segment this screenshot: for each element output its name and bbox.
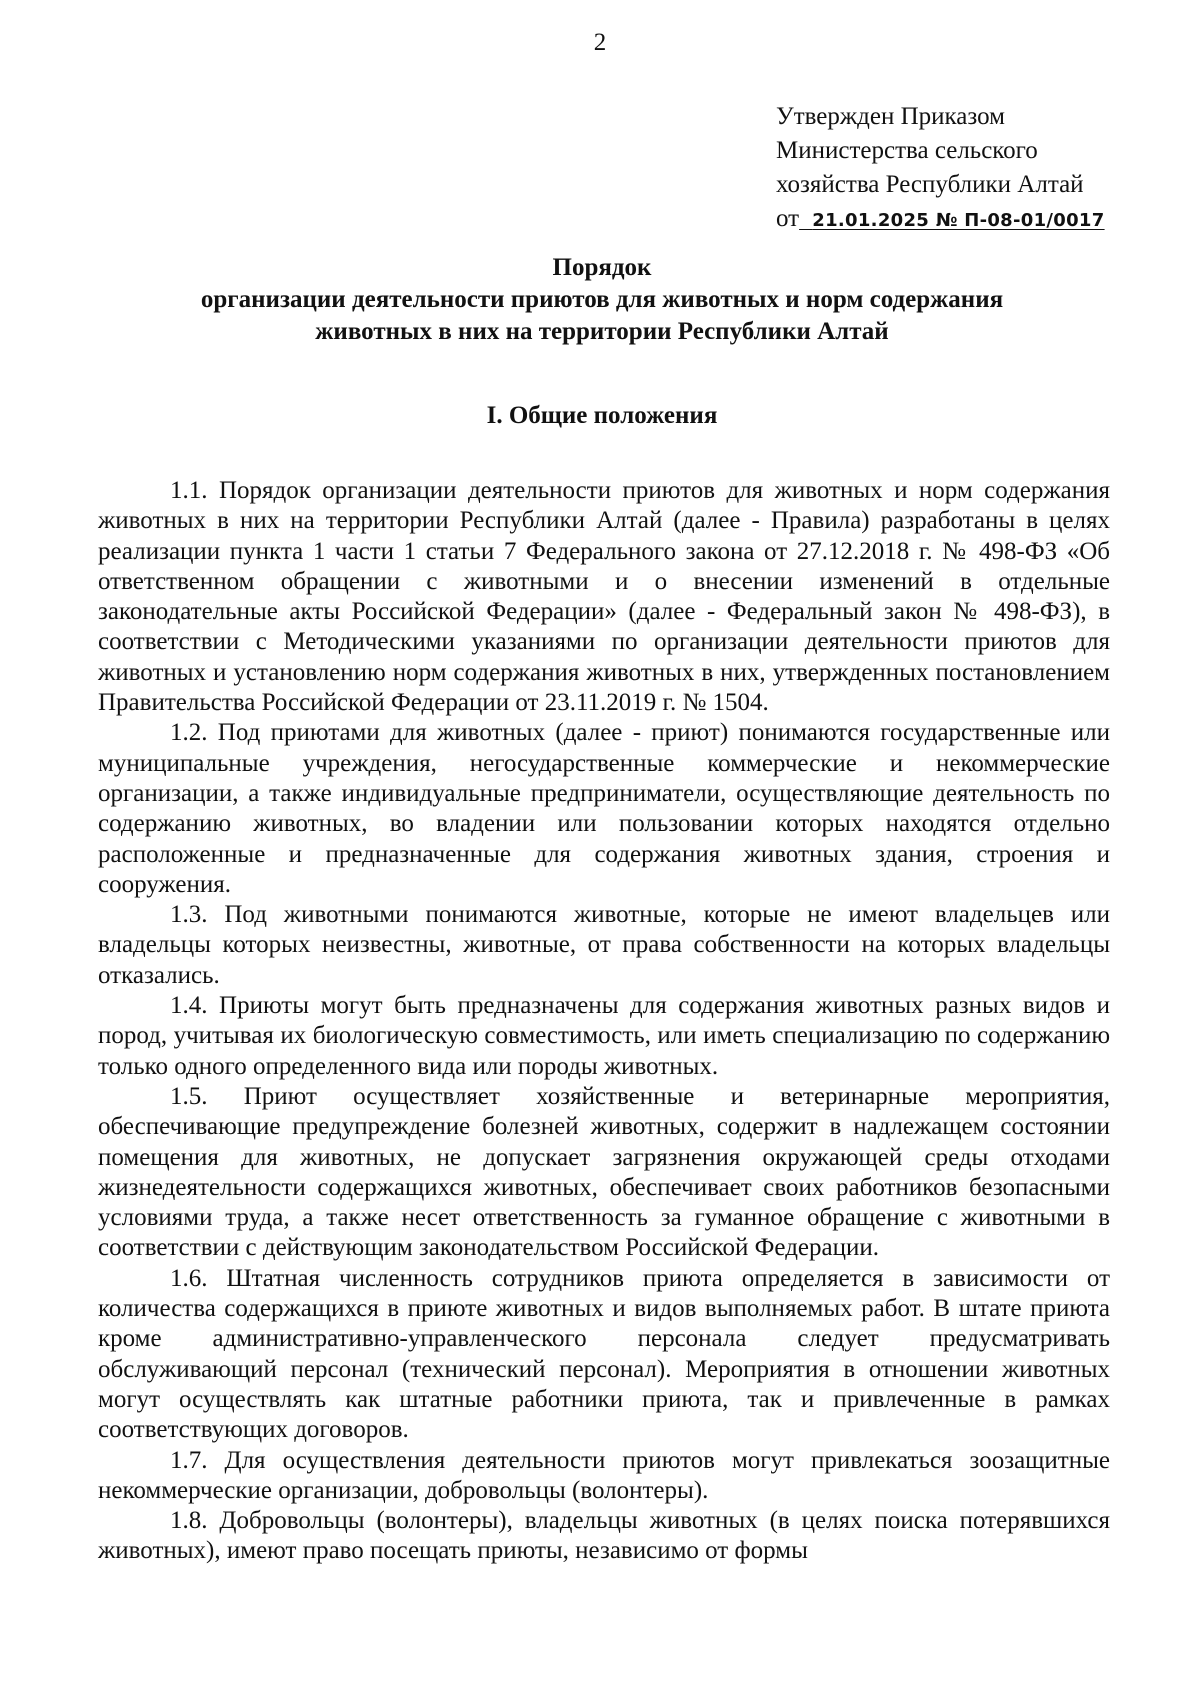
paragraph-1-2: 1.2. Под приютами для животных (далее - приют) понимаются государственные или муниципальные учреждения, негосударственные коммерческие и некоммерческие организации, а также индивидуальные предприниматели, осуществляющие деятельность по содержанию животных, во владении или пользовании которых находятся отдельно расположенные и предназначенные для содержания животных здания, строения и сооружения. (98, 719, 1110, 898)
paragraph-1-8: 1.8. Добровольцы (волонтеры), владельцы животных (в целях поиска потерявшихся животных), имеют право посещать приюты, независимо от формы (98, 1507, 1110, 1565)
document-body (98, 476, 1110, 1567)
paragraph-1-3: 1.3. Под животными понимаются животные, которые не имеют владельцев или владельцы которых неизвестны, животные, от права собственности на которых владельцы отказались. (98, 901, 1110, 989)
approval-line-2: Министерства сельского (776, 137, 1038, 164)
title-line-3: животных в них на территории Республики Алтай (315, 318, 889, 345)
section-heading: I. Общие положения (486, 402, 718, 429)
page-number: 2 (593, 29, 607, 56)
paragraph-1-4: 1.4. Приюты могут быть предназначены для содержания животных разных видов и пород, учитывая их биологическую совместимость, или иметь специализацию по содержанию только одного определенного вида или породы животных. (98, 992, 1110, 1080)
paragraph-1-6: 1.6. Штатная численность сотрудников приюта определяется в зависимости от количества содержащихся в приюте животных и видов выполняемых работ. В штате приюта кроме административно-управленческого персонала следует предусматривать обслуживающий персонал (технический персонал). Мероприятия в отношении животных могут осуществлять как штатные работники приюта, так и привлеченные в рамках соответствующих договоров. (98, 1264, 1110, 1444)
paragraph-1-5: 1.5. Приют осуществляет хозяйственные и ветеринарные мероприятия, обеспечивающие предупреждение болезней животных, содержит в надлежащем состоянии помещения для животных, не допускает загрязнения окружающей среды отходами жизнедеятельности содержащихся животных, обеспечивает своих работников безопасными условиями труда, а также несет ответственность за гуманное обращение с животными в соответствии с действующим законодательством Российской Федерации. (98, 1082, 1110, 1262)
title-line-1: Порядок (552, 254, 652, 281)
paragraph-1-1: 1.1. Порядок организации деятельности приютов для животных и норм содержания животных в них на территории Республики Алтай (далее - Правила) разработаны в целях реализации пункта 1 части 1 статьи 7 Федерального закона от 27.12.2018 г. № 498-ФЗ «Об ответственном обращении с животными и о внесении изменений в отдельные законодательные акты Российской Федерации» (далее - Федеральный закон № 498-ФЗ), в соответствии с Методическими указаниями по организации деятельности приютов для животных и установлению норм содержания животных в них, утвержденных постановлением Правительства Российской Федерации от 23.11.2019 г. № 1504. (98, 477, 1110, 717)
approval-stamp (776, 100, 1176, 238)
paragraph-1-7: 1.7. Для осуществления деятельности приютов могут привлекаться зоозащитные некоммерческие организации, добровольцы (волонтеры). (98, 1446, 1110, 1504)
document-title (96, 252, 1108, 348)
approval-date-line (776, 202, 1176, 238)
approval-date-number: 21.01.2025 № П-08-01/0017 (812, 210, 1105, 231)
approval-line-1: Утвержден Приказом (776, 103, 1005, 130)
approval-line-3: хозяйства Республики Алтай (776, 171, 1084, 198)
title-line-2: организации деятельности приютов для животных и норм содержания (200, 286, 1004, 313)
approval-date-value (799, 210, 1104, 231)
approval-date-prefix: от (776, 205, 800, 232)
